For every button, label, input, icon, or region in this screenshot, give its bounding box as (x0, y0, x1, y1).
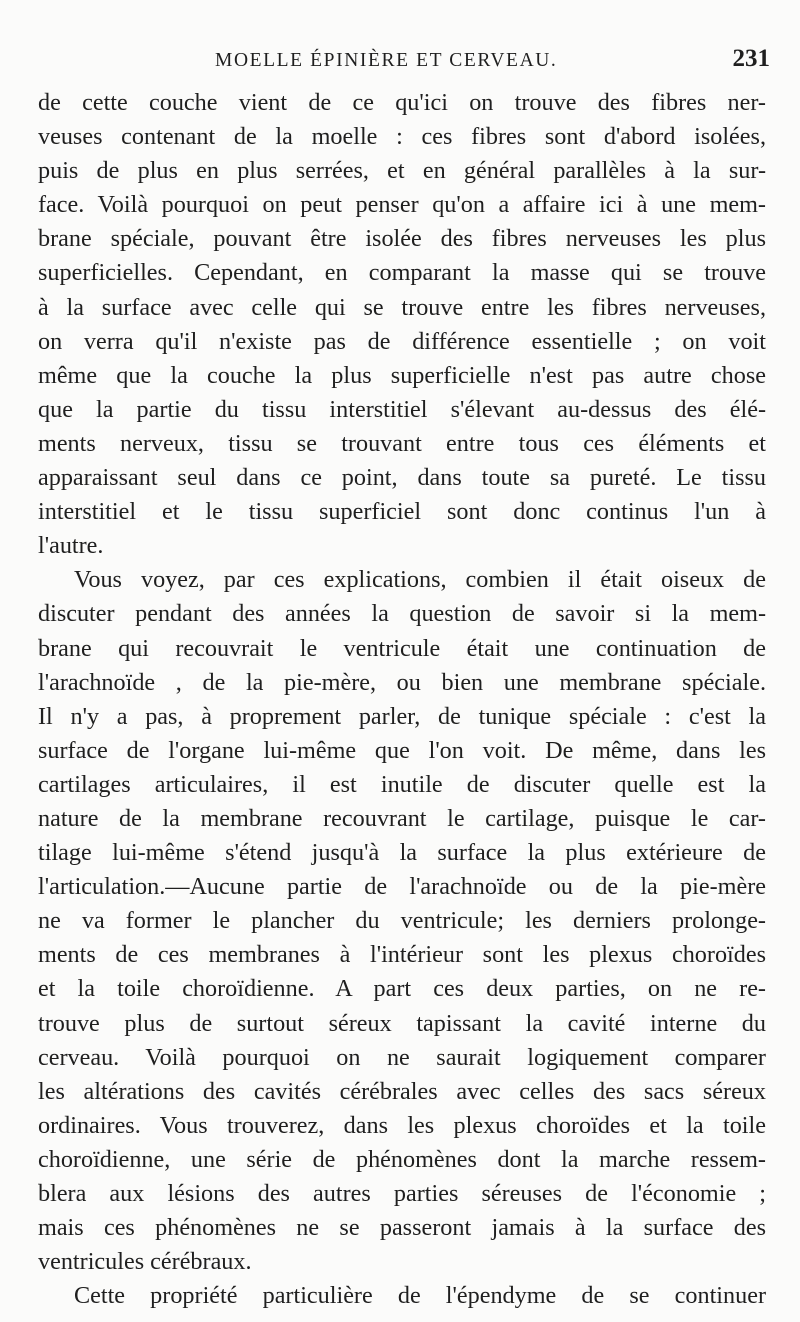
text-line: ventricules cérébraux. (38, 1248, 252, 1276)
text-line: surface de l'organe lui-même que l'on voit. De même, dans les (38, 736, 766, 764)
text-line: Cette propriété particulière de l'épendyme de se continuer (74, 1282, 766, 1310)
text-line: on verra qu'il n'existe pas de différence essentielle ; on voit (38, 327, 766, 355)
text-line: puis de plus en plus serrées, et en général parallèles à la sur- (38, 157, 766, 185)
text-line: cerveau. Voilà pourquoi on ne saurait logiquement comparer (38, 1043, 766, 1071)
text-line: tilage lui-même s'étend jusqu'à la surface la plus extérieure de (38, 839, 766, 867)
text-line: mais ces phénomènes ne se passeront jamais à la surface des (38, 1214, 766, 1242)
text-line: l'arachnoïde , de la pie-mère, ou bien une membrane spéciale. (38, 668, 766, 696)
text-line: l'articulation.—Aucune partie de l'arachnoïde ou de la pie-mère (38, 873, 766, 901)
text-line: superficielles. Cependant, en comparant la masse qui se trouve (38, 259, 766, 287)
text-line: apparaissant seul dans ce point, dans toute sa pureté. Le tissu (38, 464, 766, 492)
text-line: ordinaires. Vous trouverez, dans les plexus choroïdes et la toile (38, 1111, 766, 1139)
text-line: brane qui recouvrait le ventricule était une continuation de (38, 634, 766, 662)
body-text (38, 86, 766, 1313)
paragraph-1 (38, 86, 766, 563)
text-line: ments de ces membranes à l'intérieur sont les plexus choroïdes (38, 941, 766, 969)
text-line: Vous voyez, par ces explications, combien il était oiseux de (74, 566, 766, 594)
text-line: brane spéciale, pouvant être isolée des fibres nerveuses les plus (38, 225, 766, 253)
text-line: à la surface avec celle qui se trouve entre les fibres nerveuses, (38, 293, 766, 321)
text-line: de cette couche vient de ce qu'ici on trouve des fibres ner- (38, 89, 766, 116)
paragraph-3 (38, 1279, 766, 1313)
text-line: que la partie du tissu interstitiel s'élevant au-dessus des élé- (38, 395, 766, 423)
page-number: 231 (732, 45, 770, 72)
text-line: face. Voilà pourquoi on peut penser qu'on a affaire ici à une mem- (38, 191, 766, 219)
text-line: Il n'y a pas, à proprement parler, de tunique spéciale : c'est la (38, 702, 766, 730)
text-line: trouve plus de surtout séreux tapissant la cavité interne du (38, 1009, 766, 1037)
running-head (40, 46, 770, 76)
text-line: interstitiel et le tissu superficiel sont donc continus l'un à (38, 498, 766, 526)
text-line: ments nerveux, tissu se trouvant entre tous ces éléments et (38, 429, 766, 457)
text-line: cartilages articulaires, il est inutile de discuter quelle est la (38, 770, 766, 798)
text-line: les altérations des cavités cérébrales avec celles des sacs séreux (38, 1077, 766, 1105)
text-line: blera aux lésions des autres parties séreuses de l'économie ; (38, 1180, 766, 1207)
text-line: même que la couche la plus superficielle n'est pas autre chose (38, 361, 766, 389)
paragraph-2 (38, 563, 766, 1279)
text-line: et la toile choroïdienne. A part ces deux parties, on ne re- (38, 975, 766, 1003)
text-line: choroïdienne, une série de phénomènes dont la marche ressem- (38, 1145, 766, 1173)
running-title: MOELLE ÉPINIÈRE ET CERVEAU. (215, 50, 558, 71)
text-line: discuter pendant des années la question de savoir si la mem- (38, 600, 766, 628)
text-line: ne va former le plancher du ventricule; les derniers prolonge- (38, 907, 766, 935)
text-line: l'autre. (38, 532, 104, 560)
text-line: veuses contenant de la moelle : ces fibres sont d'abord isolées, (38, 123, 766, 151)
text-line: nature de la membrane recouvrant le cartilage, puisque le car- (38, 804, 766, 832)
